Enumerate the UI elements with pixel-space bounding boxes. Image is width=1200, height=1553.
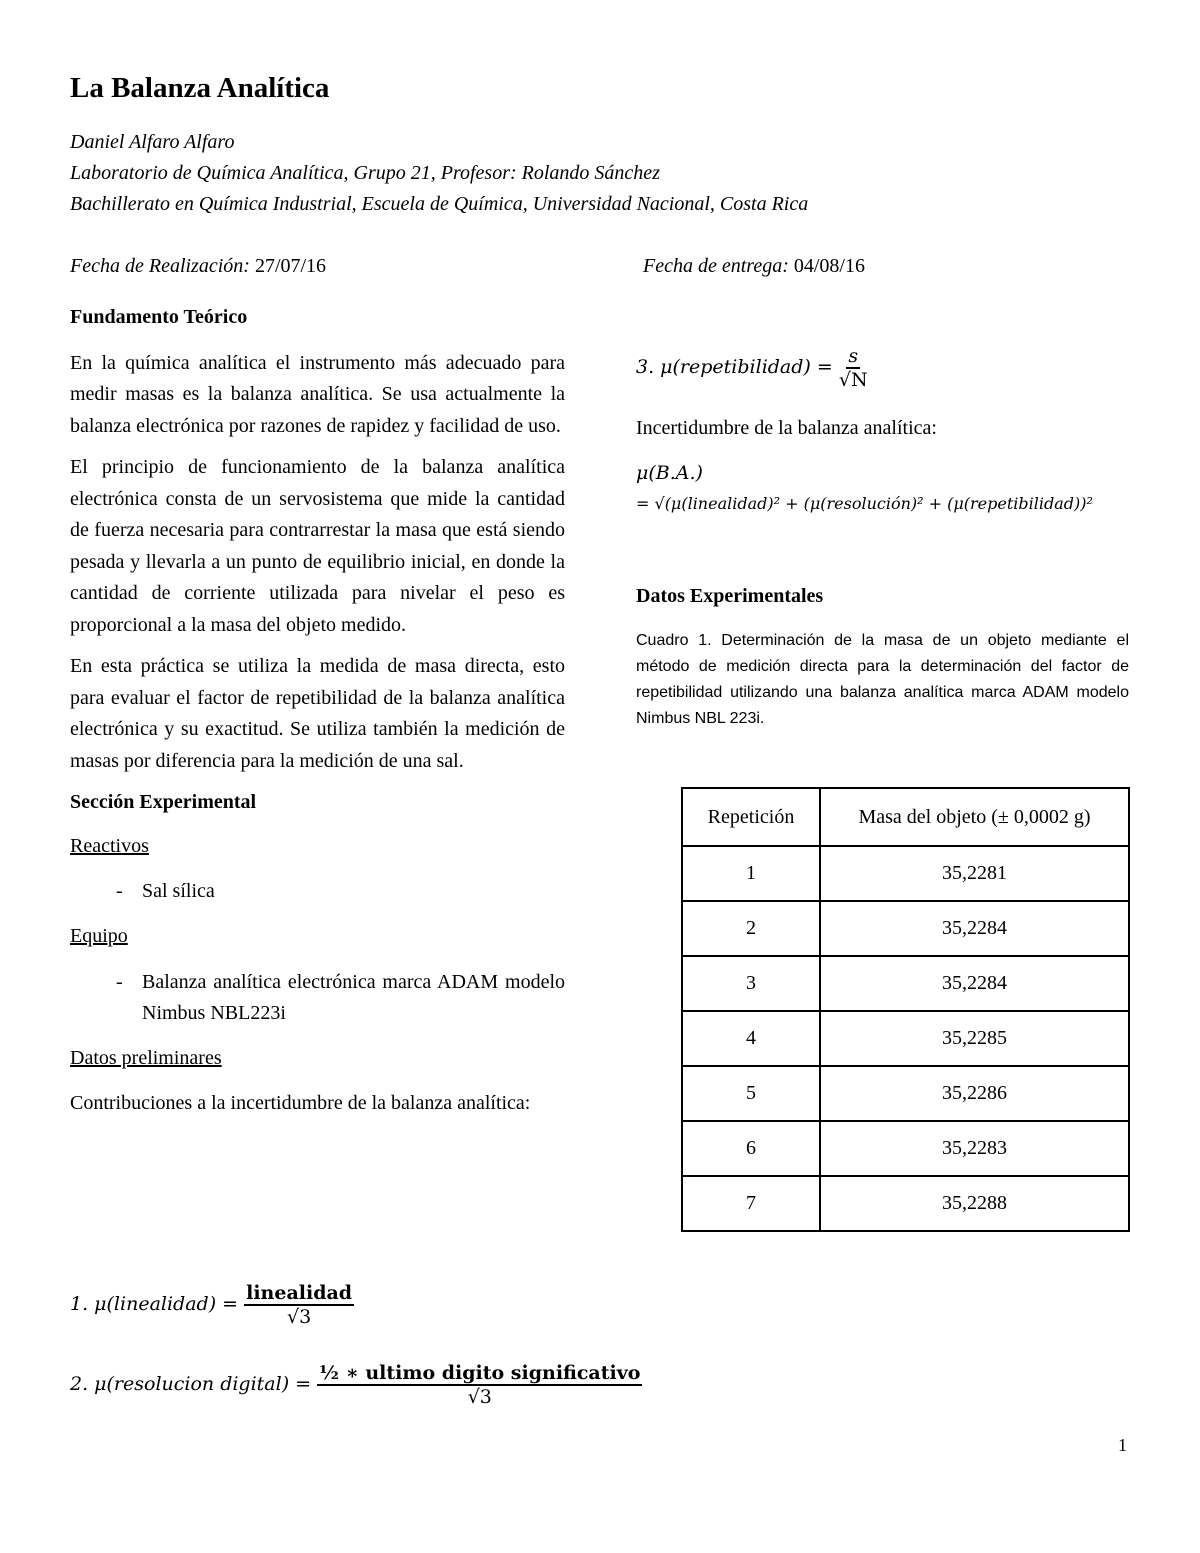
datos-heading: Datos Experimentales [636,585,824,607]
author: Daniel Alfaro Alfaro [70,131,235,153]
formula-linealidad: 1. μ(linealidad) = $\frac{\text{linealidad}}{√3}$ [70,1282,353,1328]
fecha-realizacion: Fecha de Realización: 27/07/16 [70,255,327,277]
table-cell: 35,2288 [820,1176,1129,1231]
table-cell: 35,2283 [820,1121,1129,1176]
document-title: La Balanza Analítica [70,72,330,104]
equipo-label: Equipo [70,925,128,947]
left-column [70,302,565,1130]
formula-repetibilidad: 3. μ(repetibilidad) = $\frac{s}{√N}$ [636,345,868,391]
table-cell: 1 [682,846,820,901]
fundamento-heading: Fundamento Teórico [70,306,248,328]
table-cell: 6 [682,1121,820,1176]
table-cell: 2 [682,901,820,956]
lab-info: Laboratorio de Química Analítica, Grupo 21, Profesor: Rolando Sánchez [70,162,660,184]
table-cell: 7 [682,1176,820,1231]
equipo-item: - Balanza analítica electrónica marca ADAM modelo Nimbus NBL223i [116,970,565,1024]
table-cell: 5 [682,1066,820,1121]
table-row [682,956,1129,1011]
table-row [682,1176,1129,1231]
table-row [682,901,1129,956]
table-row [682,846,1129,901]
table-cell: 35,2284 [820,901,1129,956]
table-cell: 35,2284 [820,956,1129,1011]
program-info: Bachillerato en Química Industrial, Escuela de Química, Universidad Nacional, Costa Rica [70,193,809,215]
reactivos-label: Reactivos [70,834,149,857]
page-number: 1 [1118,1435,1127,1455]
paragraph: En la química analítica el instrumento más adecuado para medir masas es la balanza analítica. Se usa actualmente la balanza electrónica por razones de rapidez y facilidad de uso. [70,351,565,437]
incertidumbre-label: Incertidumbre de la balanza analítica: [636,417,937,439]
data-table [681,787,1130,1232]
table-row [682,1121,1129,1176]
table-cell: 4 [682,1011,820,1066]
preliminares-label: Datos preliminares [70,1046,222,1069]
table-cell: 35,2281 [820,846,1129,901]
paragraph: El principio de funcionamiento de la balanza analítica electrónica consta de un servosistema que mide la cantidad de fuerza necesaria para contrarrestar la masa que está siendo pesada y llevarla a un punto de equilibrio inicial, en donde la cantidad de corriente utilizada para nivelar el peso es proporcional a la masa del objeto medido. [70,456,565,636]
table-caption: Cuadro 1. Determinación de la masa de un objeto mediante el método de medición directa para la determinación del factor de repetibilidad utilizando una balanza analítica marca ADAM modelo Nimbus NBL 223i. [636,632,1129,727]
table-header-row [682,788,1129,846]
seccion-heading: Sección Experimental [70,791,257,813]
fecha-entrega: Fecha de entrega: 04/08/16 [643,255,865,277]
contribuciones-text: Contribuciones a la incertidumbre de la balanza analítica: [70,1092,531,1114]
table-row [682,1011,1129,1066]
header-cell: Repetición [682,788,820,846]
table-cell: 35,2286 [820,1066,1129,1121]
formula-ba-lhs: μ(B.A.) [636,462,703,484]
table-row [682,1066,1129,1121]
header-cell: Masa del objeto (± 0,0002 g) [820,788,1129,846]
paragraph: En esta práctica se utiliza la medida de masa directa, esto para evaluar el factor de repetibilidad de la balanza analítica electrónica y su exactitud. Se utiliza también la medición de masas por diferencia para la medición de una sal. [70,655,565,772]
formula-ba-rhs: = √(μ(linealidad)² + (μ(resolución)² + (μ(repetibilidad))² [636,494,1093,513]
reactivo-item: - Sal sílica [116,880,215,902]
table-cell: 35,2285 [820,1011,1129,1066]
formula-resolucion: 2. μ(resolucion digital) = $\frac{\text{½ ∗ ultimo digito significativo}}{√3}$ [70,1362,641,1408]
table-cell: 3 [682,956,820,1011]
